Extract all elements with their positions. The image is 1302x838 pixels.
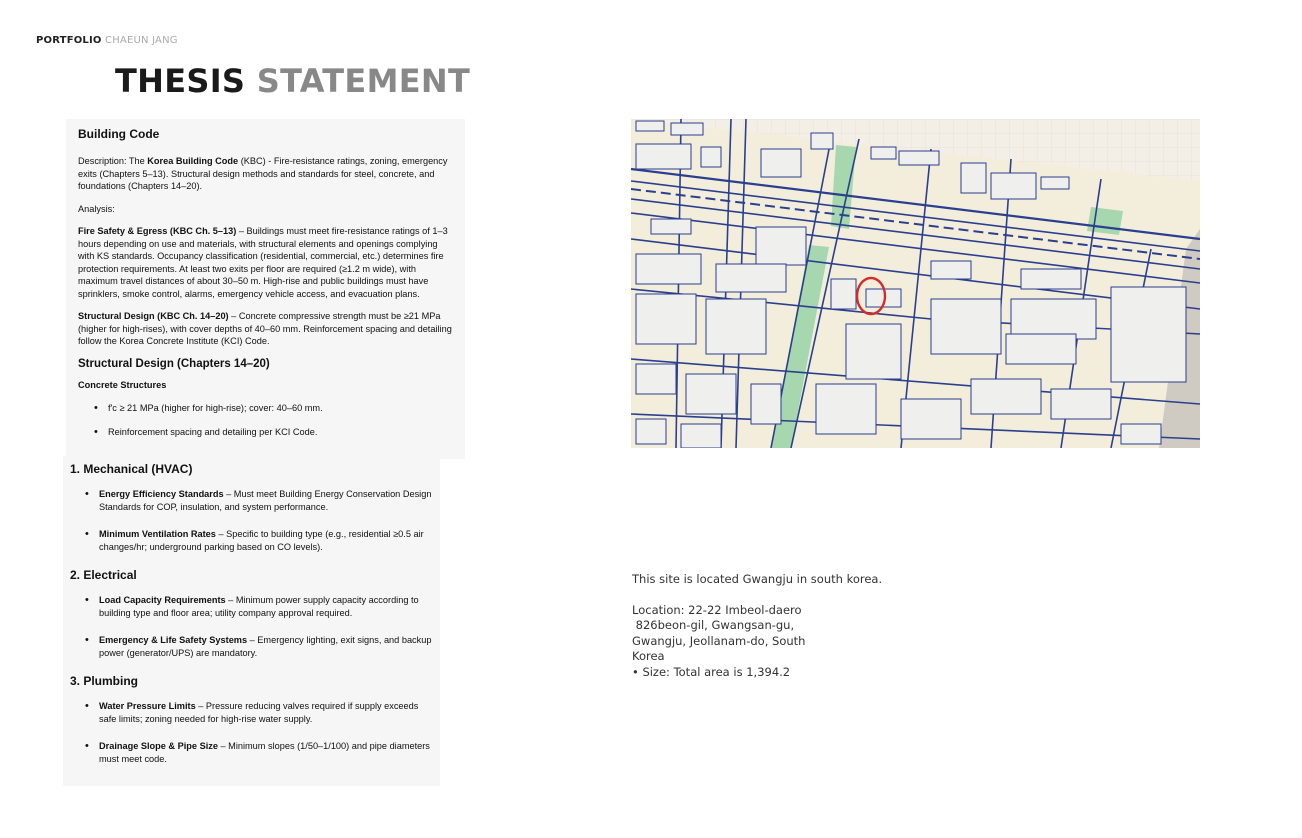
building-code-card [66, 119, 465, 459]
location-line: Gwangju, Jeollanam-do, South [632, 633, 806, 648]
item-title: Water Pressure Limits [99, 701, 196, 711]
item-title: Energy Efficiency Standards [99, 489, 224, 499]
item-title: Emergency & Life Safety Systems [99, 635, 248, 645]
portfolio-label [36, 35, 178, 46]
structural-paragraph [78, 310, 453, 348]
analysis-label: Analysis: [78, 203, 115, 214]
site-description [632, 572, 882, 680]
description-rest: (KBC) - Fire-resistance ratings, zoning, emergency exits (Chapters 5–13). Structural design methods and standards for steel, concrete, and foundations (Chapters 14–20). [78, 156, 448, 191]
list-item: • Reinforcement spacing and detailing per KCI Code. [78, 426, 453, 439]
structural-title: Structural Design (KBC Ch. 14–20) [78, 311, 229, 321]
item-text: – Specific to building type (e.g., residential ≥0.5 air changes/hr; underground parking based on CO levels). [99, 529, 424, 552]
item-text: – Must meet Building Energy Conservation Design Standards for COP, insulation, and system performance. [99, 489, 432, 512]
list-item [70, 528, 435, 554]
description-bold: Korea Building Code [147, 156, 239, 166]
location-line: 826beon-gil, Gwangsan-gu, [632, 618, 795, 632]
mechanical-heading: 1. Mechanical (HVAC) [70, 462, 193, 476]
electrical-heading: 2. Electrical [70, 568, 137, 582]
structural-design-heading: Structural Design (Chapters 14–20) [78, 357, 270, 370]
concrete-structures-heading: Concrete Structures [78, 379, 167, 390]
item-text: – Minimum power supply capacity according to building type and floor area; utility company approval required. [99, 595, 419, 618]
location-line: Korea [632, 649, 665, 663]
plumbing-list [70, 700, 440, 766]
electrical-list [70, 594, 440, 660]
description-paragraph [78, 155, 453, 193]
item-title: Minimum Ventilation Rates [99, 529, 216, 539]
systems-card [63, 456, 440, 786]
fire-safety-paragraph [78, 225, 453, 300]
building-code-heading: Building Code [78, 127, 160, 141]
site-map-drawing [631, 119, 1200, 448]
site-intro: This site is located Gwangju in south korea. [632, 572, 883, 586]
list-item [70, 488, 435, 514]
location-line: Location: 22-22 Imbeol-daero [632, 602, 802, 617]
item-title: Drainage Slope & Pipe Size [99, 741, 218, 751]
portfolio-word: PORTFOLIO [36, 35, 102, 46]
concrete-bullet-list [78, 402, 453, 439]
site-size: • Size: Total area is 1,394.2 [632, 664, 791, 679]
author-name: CHAEUN JANG [105, 35, 178, 46]
item-text: – Emergency lighting, exit signs, and backup power (generator/UPS) are mandatory. [99, 635, 432, 658]
mechanical-list [70, 488, 440, 554]
structural-text: – Concrete compressive strength must be ≥21 MPa (higher for high-rises), with cover depths of 40–60 mm. Reinforcement spacing and detailing follow the Korea Concrete Institute (KCI) Code. [78, 311, 452, 346]
fire-safety-title: Fire Safety & Egress (KBC Ch. 5–13) [78, 226, 237, 236]
title-part-1: THESIS [115, 62, 246, 100]
park-east [1087, 207, 1123, 235]
list-item [70, 700, 435, 726]
list-item [70, 740, 435, 766]
title-part-2: STATEMENT [256, 62, 471, 100]
plumbing-heading: 3. Plumbing [70, 674, 139, 688]
item-text: – Minimum slopes (1/50–1/100) and pipe diameters must meet code. [99, 741, 430, 764]
list-item [70, 634, 435, 660]
description-prefix: Description: The [78, 156, 148, 166]
list-item: • f'c ≥ 21 MPa (higher for high-rise); cover: 40–60 mm. [78, 402, 453, 415]
list-item [70, 594, 435, 620]
item-text: – Pressure reducing valves required if supply exceeds safe limits; zoning needed for high-rise water supply. [99, 701, 419, 724]
page-title [115, 62, 470, 100]
item-title: Load Capacity Requirements [99, 595, 226, 605]
fire-safety-text: – Buildings must meet fire-resistance ratings of 1–3 hours depending on use and materials, with structural elements and openings complying with KS standards. Occupancy classification (residential, commercial, etc.) determines fire protection requirements. At least two exits per floor are required (≥1.2 m wide), with maximum travel distances of about 30–50 m. High-rise and public buildings must have sprinklers, smoke control, alarms, emergency vehicle access, and evacuation plans. [78, 226, 448, 299]
site-map [631, 119, 1200, 448]
